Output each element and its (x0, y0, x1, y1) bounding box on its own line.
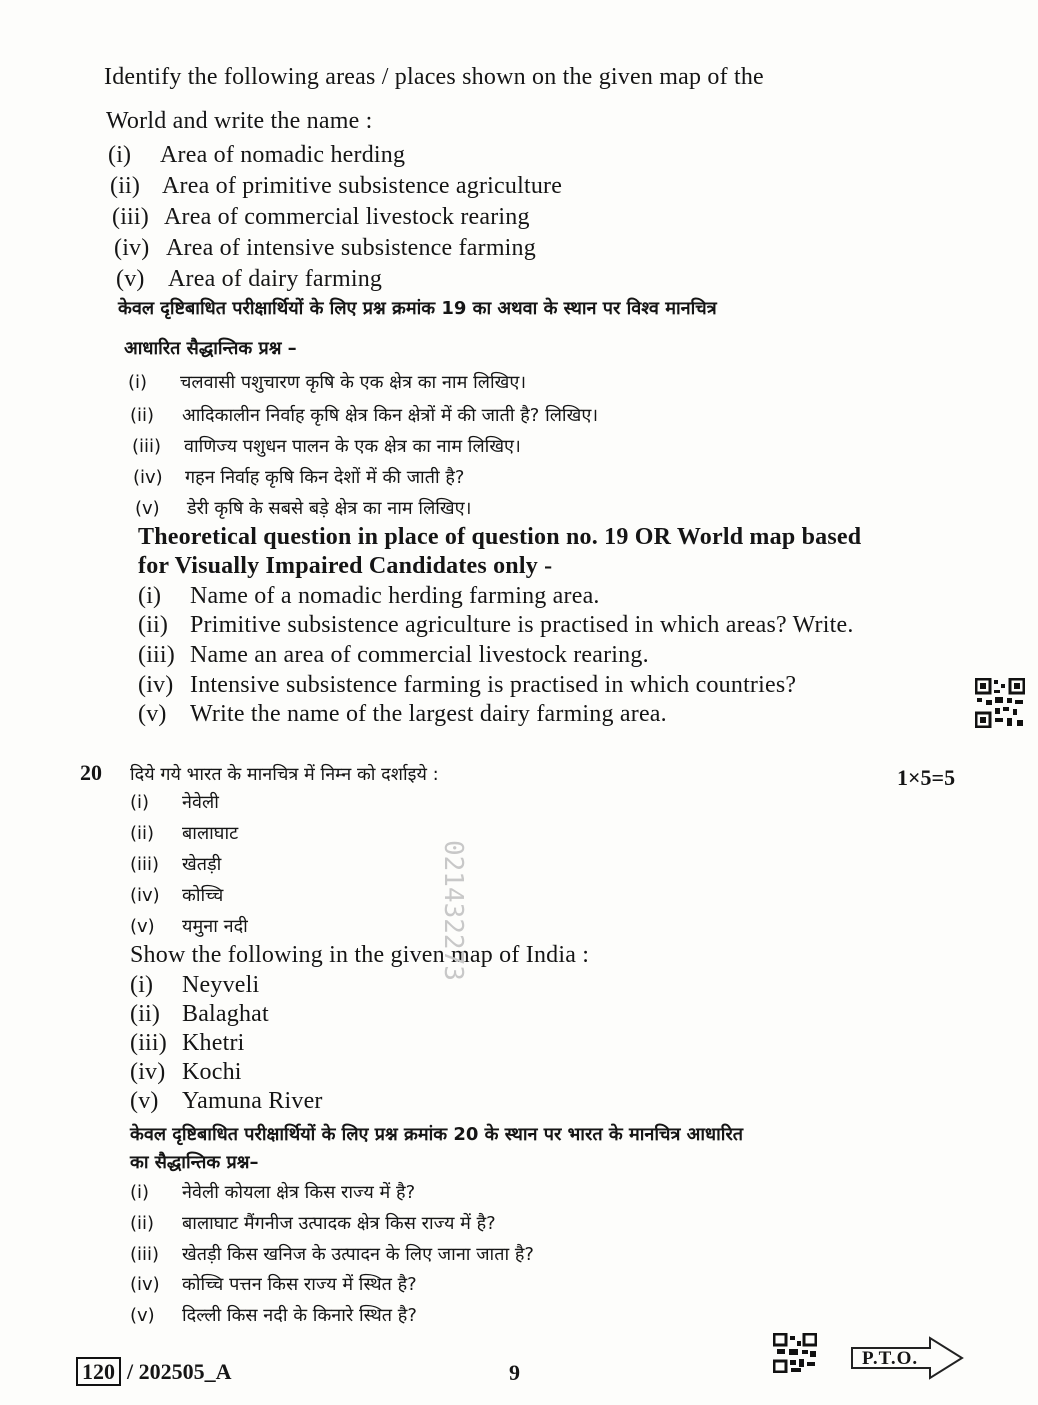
q20-vi-hindi-item: (i) नेवेली कोयला क्षेत्र किस राज्य में है? (130, 1182, 416, 1203)
page-number: 9 (509, 1360, 520, 1385)
q20-hindi-item: (ii) बालाघाट (130, 823, 239, 844)
q19-vi-english-heading-line2: for Visually Impaired Candidates only - (138, 553, 553, 579)
q19-vi-english-item: (iv) Intensive subsistence farming is practised in which countries? (138, 672, 797, 698)
q19-vi-hindi-heading-line2: आधारित सैद्धान्तिक प्रश्न – (124, 338, 297, 359)
q19-vi-english-item: (v) Write the name of the largest dairy farming area. (138, 701, 667, 727)
pto-label: P.T.O. (862, 1348, 919, 1369)
q20-vi-hindi-item: (iii) खेतड़ी किस खनिज के उत्पादन के लिए जाना जाता है? (130, 1244, 534, 1265)
q20-vi-hindi-item: (ii) बालाघाट मैंगनीज उत्पादक क्षेत्र किस राज्य में है? (130, 1213, 496, 1234)
q19-intro-line2: World and write the name : (106, 108, 373, 134)
paper-code (76, 1359, 232, 1385)
q19-vi-hindi-item: (ii) आदिकालीन निर्वाह कृषि क्षेत्र किन क्षेत्रों में की जाती है? लिखिए। (130, 405, 599, 426)
q20-english-intro: Show the following in the given map of India : (130, 942, 590, 968)
q20-english-item: (v) Yamuna River (130, 1088, 323, 1114)
q19-vi-english-item: (iii) Name an area of commercial livestock rearing. (138, 642, 649, 668)
q20-vi-hindi-item: (iv) कोच्चि पत्तन किस राज्य में स्थित है? (130, 1274, 417, 1295)
q19-vi-english-item: (ii) Primitive subsistence agriculture is practised in which areas? Write. (138, 612, 854, 638)
qr-code-icon (975, 678, 1025, 728)
paper-code-rest: / 202505_A (127, 1359, 232, 1384)
q19-item: (iv) Area of intensive subsistence farming (114, 235, 536, 261)
q20-english-item: (i) Neyveli (130, 972, 260, 998)
q19-item: (i) Area of nomadic herding (108, 142, 406, 168)
q19-item: (v) Area of dairy farming (116, 266, 383, 292)
q19-vi-hindi-item: (i) चलवासी पशुचारण कृषि के एक क्षेत्र का नाम लिखिए। (128, 372, 527, 393)
q20-vi-hindi-item: (v) दिल्ली किस नदी के किनारे स्थित है? (130, 1305, 417, 1326)
q19-item: (iii) Area of commercial livestock rearing (112, 204, 530, 230)
question-number-20: 20 (80, 760, 102, 785)
q20-hindi-item: (iii) खेतड़ी (130, 854, 222, 875)
q19-vi-hindi-item: (iii) वाणिज्य पशुधन पालन के एक क्षेत्र का नाम लिखिए। (132, 436, 521, 457)
q19-vi-hindi-heading-line1: केवल दृष्टिबाधित परीक्षार्थियों के लिए प्रश्न क्रमांक 19 का अथवा के स्थान पर विश्व मानचित्र (118, 298, 717, 319)
q20-english-item: (iii) Khetri (130, 1030, 245, 1056)
q19-vi-english-item: (i) Name of a nomadic herding farming area. (138, 583, 600, 609)
q20-vi-hindi-heading-line2: का सैद्धान्तिक प्रश्न– (130, 1152, 259, 1173)
q20-english-item: (iv) Kochi (130, 1059, 242, 1085)
pto-marker (848, 1334, 968, 1382)
footer-qr-code-icon (773, 1333, 817, 1373)
q20-hindi-item: (iv) कोच्चि (130, 885, 224, 906)
q20-hindi-intro: दिये गये भारत के मानचित्र में निम्न को दर्शाइये : (130, 764, 439, 785)
paper-code-box: 120 (76, 1357, 121, 1386)
q20-hindi-item: (v) यमुना नदी (130, 916, 248, 937)
q19-vi-hindi-item: (v) डेरी कृषि के सबसे बड़े क्षेत्र का नाम लिखिए। (135, 498, 472, 519)
q19-intro-line1: Identify the following areas / places shown on the given map of the (104, 64, 764, 90)
q19-item: (ii) Area of primitive subsistence agriculture (110, 173, 563, 199)
q20-hindi-item: (i) नेवेली (130, 792, 219, 813)
q19-vi-english-heading-line1: Theoretical question in place of question no. 19 OR World map based (138, 524, 862, 550)
roll-number-watermark: 021432273 (438, 840, 468, 981)
q20-marks: 1×5=5 (897, 765, 956, 790)
q19-vi-hindi-item: (iv) गहन निर्वाह कृषि किन देशों में की जाती है? (133, 467, 465, 488)
q20-english-item: (ii) Balaghat (130, 1001, 269, 1027)
q20-vi-hindi-heading-line1: केवल दृष्टिबाधित परीक्षार्थियों के लिए प्रश्न क्रमांक 20 के स्थान पर भारत के मानचित्र आधारित (130, 1124, 744, 1145)
